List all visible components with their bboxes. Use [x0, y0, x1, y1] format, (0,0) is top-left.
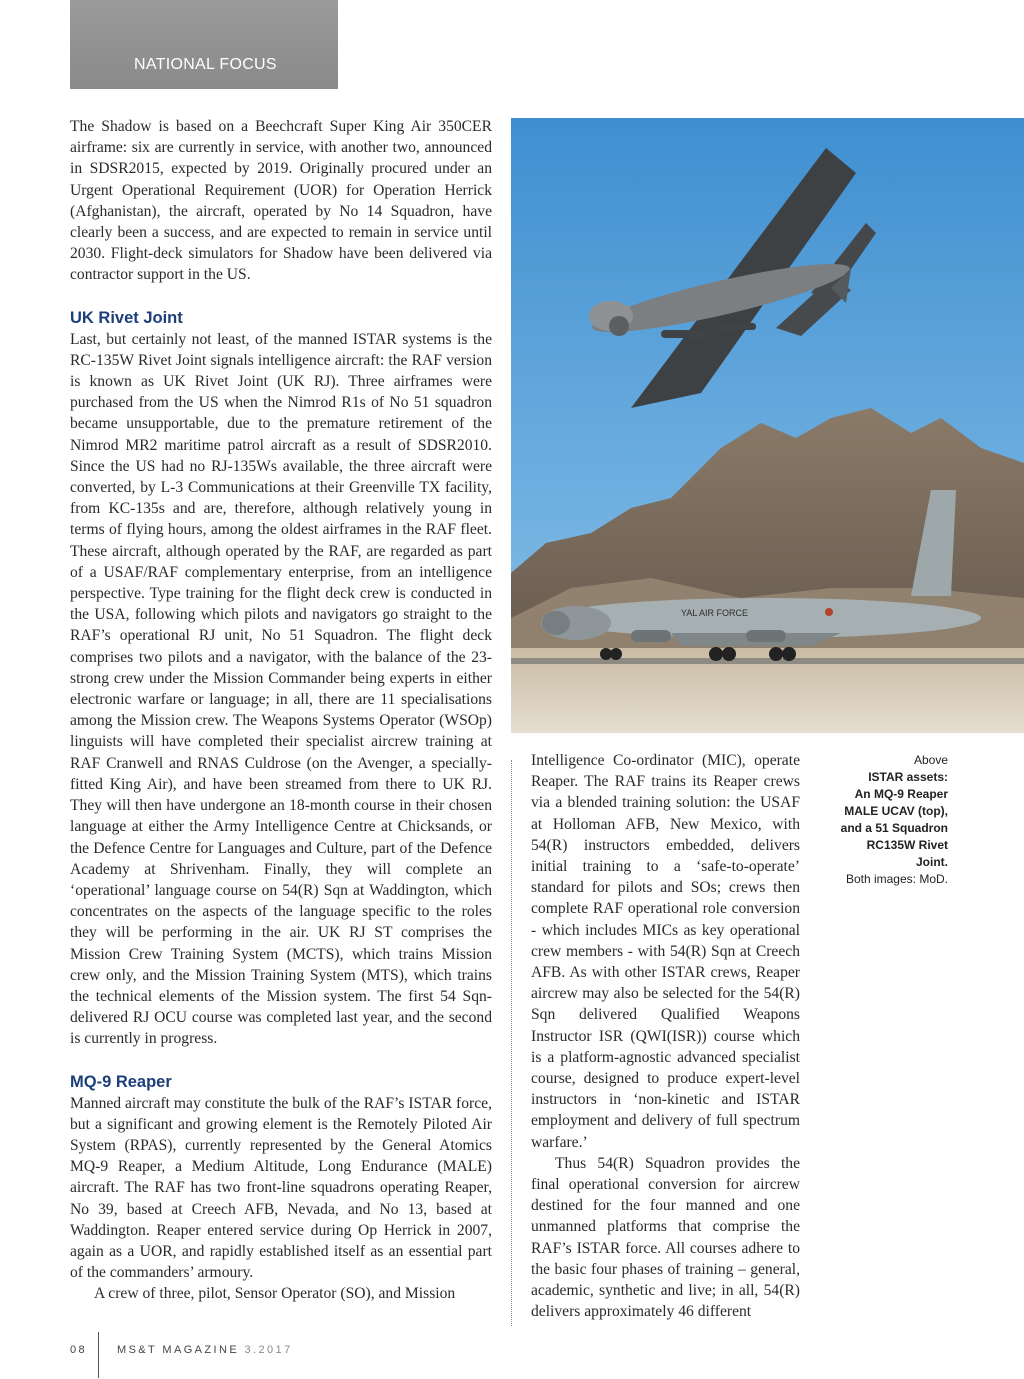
rivet-joint-heading: UK Rivet Joint [70, 308, 183, 327]
caption-line: RC135W Rivet [866, 838, 948, 852]
magazine-issue: 3.2017 [244, 1344, 293, 1356]
fuselage-lettering: YAL AIR FORCE [681, 608, 749, 618]
footer-separator [98, 1332, 99, 1378]
caption-line: Joint. [916, 855, 948, 869]
caption-line: and a 51 Squadron [840, 821, 948, 835]
reaper-paragraph-1: Manned aircraft may constitute the bulk of the RAF’s ISTAR force, but a significant and growing element is the Remotely Piloted Air System (RPAS), currently represented by the General Atomics MQ-9 Reaper, a Medium Altitude, Long Endurance (MALE) aircraft. The RAF has two front-line squadrons operating Reaper, No 39, based at Creech AFB, Nevada, and No 13, based at Waddington. Reaper entered service during Op Herrick in 2007, again as a UOR, and rapidly established itself as an essential part of the commanders’ armoury. [70, 1094, 492, 1282]
runway [511, 658, 1024, 664]
intro-paragraph: The Shadow is based on a Beechcraft Super King Air 350CER airframe: six are currently in service, with another two, announced in SDSR2015, expected by 2019. Originally procured under an Urgent Operational Requirement (UOR) for Operation Herrick (Afghanistan), the aircraft, operated by No 14 Squadron, have clearly been a success, and are expected to remain in service until 2030. Flight-deck simulators for Shadow have been delivered via contractor support in the US. [70, 118, 492, 284]
caption-title: ISTAR assets: [868, 770, 948, 784]
magazine-name: MS&T MAGAZINE [117, 1344, 240, 1356]
section-tab [70, 0, 338, 89]
caption-label: Above [913, 753, 948, 767]
caption-credit: Both images: MoD. [845, 872, 948, 886]
footer-magazine [117, 1344, 293, 1356]
page-number: 08 [70, 1344, 88, 1356]
left-column [70, 116, 492, 1305]
reaper-paragraph-2: A crew of three, pilot, Sensor Operator (SO), and Mission [94, 1285, 456, 1303]
right-paragraph-2: Thus 54(R) Squadron provides the final operational conversion for aircrew destined for the four manned and one unmanned platforms that comprise the RAF’s ISTAR force. All courses adhere to the basic four phases of training – general, academic, synthetic and live; in all, 54(R) delivers approximately 46 different [531, 1154, 800, 1321]
caption-line: An MQ-9 Reaper [854, 787, 948, 801]
column-divider [511, 760, 512, 1326]
reaper-heading: MQ-9 Reaper [70, 1072, 172, 1091]
aircraft-photo [511, 118, 1024, 733]
right-column [531, 750, 800, 1322]
rivet-joint-paragraph: Last, but certainly not least, of the manned ISTAR systems is the RC-135W Rivet Joint signals intelligence aircraft: the RAF version is known as UK Rivet Joint (UK RJ). Three airframes were purchased from the US when the Nimrod R1s of No 51 squadron became unsupportable, due to the premature retirement of the Nimrod MR2 maritime patrol aircraft as a result of SDSR2010. Since the US had no RJ-135Ws available, the three aircraft were converted, by L-3 Communications at their Greenville TX facility, from KC-135s and are, therefore, although relatively young in terms of flying hours, among the oldest airframes in the RAF fleet. These aircraft, although operated by the RAF, are regarded as part of a USAF/RAF complementary enterprise, from an intelligence perspective. Type training for the flight deck crew is conducted in the USA, following which pilots and navigators go straight to the RAF’s operational RJ unit, No 51 Squadron. The flight deck comprises two pilots and a navigator, with the balance of the 23-strong crew under the Mission Commander being experts in either electronic warfare or language; in all, there are 11 specialisations among the Mission crew. The Weapons Systems Operator (WSOp) linguists will have completed their specialist aircrew training at RAF Cranwell and RNAS Culdrose (on the Avenger, a specially-fitted King Air), and have been streamed from there to UK RJ. They will then have undergone an 18-month course in their chosen language at either the Army Intelligence Centre at Chicksands, or the Defence Centre for Languages and Culture, part of the Defence Academy at Shrivenham. Finally, they will complete an ‘operational’ language course on 54(R) Sqn at Waddington, which concentrates on the aspects of the language specific to the roles they will be performing in the air. UK RJ ST comprises the Mission Crew Training System (MCTS), which trains Mission crew only, and the Mission Training System (MTS), which trains the technical elements of the Mission system. The first 54 Sqn-delivered RJ OCU course was completed last year, and the second is currently in progress. [70, 330, 492, 1048]
right-paragraph-1: Intelligence Co-ordinator (MIC), operate Reaper. The RAF trains its Reaper crews via a blended training solution: the USAF at Holloman AFB, New Mexico, with 54(R) instructors embedded, delivers initial training to a ‘safe-to-operate’ standard for pilots and SOs; crews then complete RAF operational role conversion - which includes MICs as key operational crew members - with 54(R) Sqn at Creech AFB. As with other ISTAR crews, Reaper aircrew may also be selected for the 54(R) Sqn delivered Qualified Weapons Instructor ISR (QWI(ISR)) course which is a platform-agnostic advanced specialist course, designed to produce expert-level instructors in ‘non-kinetic and ISTAR employment and delivery of full spectrum warfare.’ [531, 752, 800, 1151]
aircraft-photo-illustration [511, 118, 1024, 733]
section-tab-label: NATIONAL FOCUS [134, 56, 277, 73]
caption-line: MALE UCAV (top), [844, 804, 948, 818]
photo-caption [820, 752, 948, 888]
